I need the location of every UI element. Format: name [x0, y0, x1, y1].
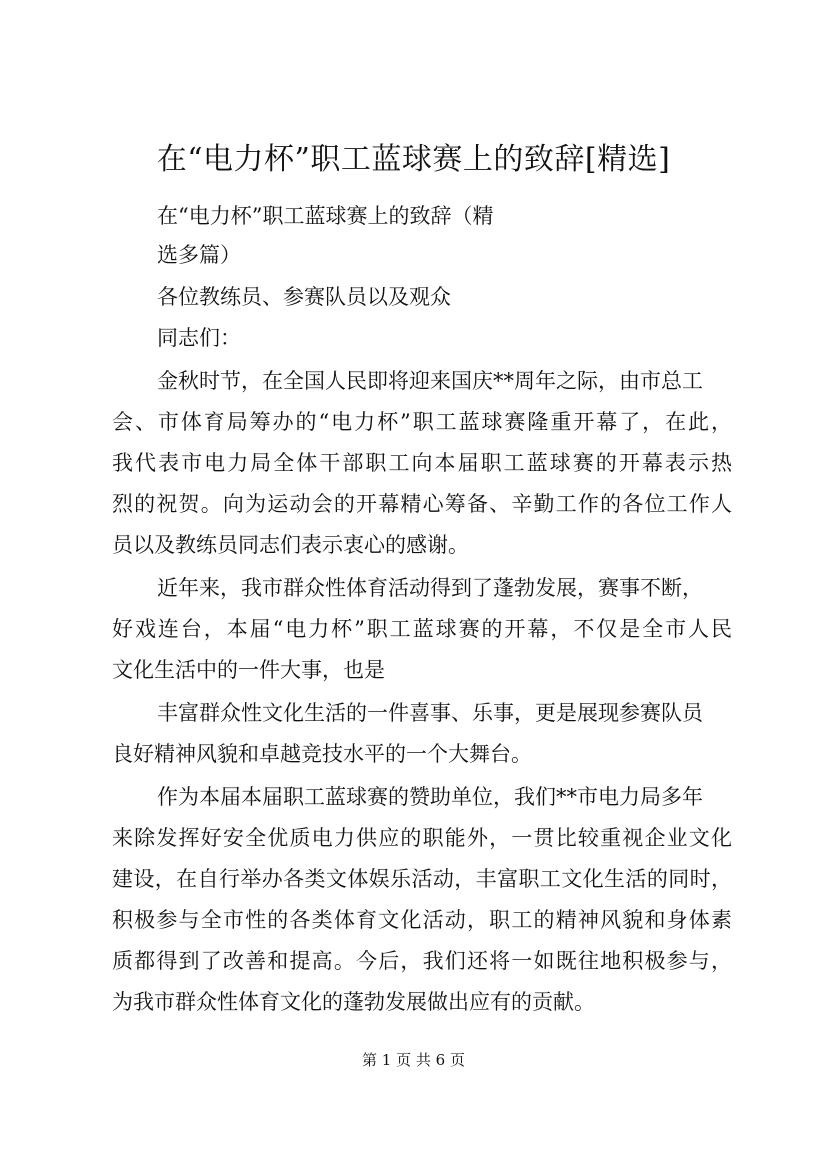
paragraph-line: 文化生活中的一件大事，也是	[112, 658, 385, 682]
paragraph-line: 烈的祝贺。向为运动会的开幕精心筹备、辛勤工作的各位工作人	[112, 492, 732, 516]
salutation-line: 各位教练员、参赛队员以及观众	[157, 285, 451, 309]
paragraph-line: 我代表市电力局全体干部职工向本届职工蓝球赛的开幕表示热	[112, 451, 732, 475]
paragraph-line: 好戏连台，本届“电力杯”职工蓝球赛的开幕，不仅是全市人民	[112, 617, 732, 641]
paragraph-line: 作为本届本届职工蓝球赛的赞助单位，我们**市电力局多年	[157, 785, 703, 809]
document-title: 在“电力杯”职工蓝球赛上的致辞[精选]	[156, 142, 671, 177]
paragraph-line: 会、市体育局筹办的“电力杯”职工蓝球赛隆重开幕了，在此，	[112, 410, 732, 434]
paragraph-line: 金秋时节，在全国人民即将迎来国庆**周年之际，由市总工	[157, 369, 703, 393]
paragraph-line: 员以及教练员同志们表示衷心的感谢。	[112, 533, 469, 557]
paragraph-line: 来除发挥好安全优质电力供应的职能外，一贯比较重视企业文化	[112, 826, 732, 850]
paragraph-line: 积极参与全市性的各类体育文化活动，职工的精神风貌和身体素	[112, 908, 732, 932]
paragraph-line: 丰富群众性文化生活的一件喜事、乐事，更是展现参赛队员	[157, 701, 703, 725]
paragraph-line: 近年来，我市群众性体育活动得到了蓬勃发展，赛事不断，	[157, 576, 703, 600]
subtitle-line: 选多篇）	[157, 243, 241, 267]
paragraph-line: 良好精神风貌和卓越竞技水平的一个大舞台。	[112, 742, 532, 766]
salutation-line: 同志们：	[157, 326, 241, 350]
page-number-footer: 第 1 页 共 6 页	[362, 1051, 465, 1069]
paragraph-line: 建设，在自行举办各类文体娱乐活动，丰富职工文化生活的同时，	[112, 867, 732, 891]
paragraph-line: 为我市群众性体育文化的蓬勃发展做出应有的贡献。	[112, 990, 595, 1014]
paragraph-line: 质都得到了改善和提高。今后，我们还将一如既往地积极参与，	[112, 949, 732, 973]
subtitle-line: 在“电力杯”职工蓝球赛上的致辞（精	[157, 204, 494, 228]
